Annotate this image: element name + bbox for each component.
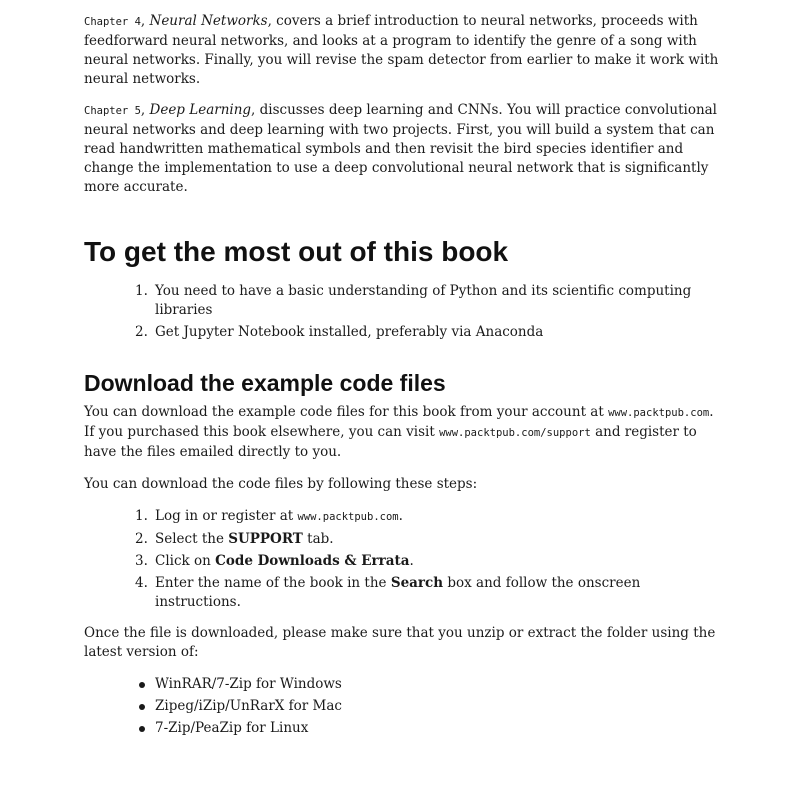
chapter-4-description: Chapter 4, Neural Networks, covers a brief introduction to neural networks, proceeds with feedforward neural networks, and looks at a program to identify the genre of a song with neural networks. Finally, you will revise the spam detector from earlier to make it work with neural networks. xyxy=(84,13,719,87)
steps-intro: You can download the code files by following these steps: xyxy=(84,476,478,492)
unzip-paragraph: Once the file is downloaded, please make sure that you unzip or extract the folder using the latest version of: xyxy=(84,625,716,660)
list-item: 1. You need to have a basic understanding of Python and its scientific computing libraries xyxy=(135,283,692,318)
list-item: 1. Log in or register at www.packtpub.com. xyxy=(135,508,403,524)
heading-download-code: Download the example code files xyxy=(84,370,446,396)
packtpub-support-link[interactable]: www.packtpub.com/support xyxy=(439,427,591,439)
chapter-4-code: Chapter 4 xyxy=(84,16,141,28)
heading-most-out-of-book: To get the most out of this book xyxy=(84,236,509,267)
bullet-icon xyxy=(139,726,145,732)
packtpub-link[interactable]: www.packtpub.com xyxy=(297,511,399,523)
requirements-list xyxy=(135,282,710,345)
list-item: 2. Get Jupyter Notebook installed, preferably via Anaconda xyxy=(135,324,544,340)
chapter-5-description: Chapter 5, Deep Learning, discusses deep learning and CNNs. You will practice convolutional neural networks and deep learning with two projects. First, you will build a system that can read handwritten mathematical symbols and then revisit the bird species identifier and change the implementation to use a deep convolutional neural network that is significantly more accurate. xyxy=(84,102,718,195)
list-item: 4. Enter the name of the book in the Search box and follow the onscreen instructions. xyxy=(135,575,641,610)
bullet-icon xyxy=(139,682,145,688)
download-paragraph: You can download the example code files for this book from your account at www.packtpub.com. If you purchased this book elsewhere, you can visit www.packtpub.com/support and register to have the files emailed directly to you. xyxy=(84,404,714,460)
archive-tools-list xyxy=(135,675,710,741)
list-item: 2. Select the SUPPORT tab. xyxy=(135,531,334,547)
bullet-icon xyxy=(139,704,145,710)
list-item: WinRAR/7-Zip for Windows xyxy=(135,675,710,694)
packtpub-link[interactable]: www.packtpub.com xyxy=(608,407,710,419)
list-item: Zipeg/iZip/UnRarX for Mac xyxy=(135,697,710,716)
chapter-4-title: Neural Networks xyxy=(149,13,268,29)
list-item: 7-Zip/PeaZip for Linux xyxy=(135,719,710,738)
download-steps-list xyxy=(135,507,710,615)
list-item: 3. Click on Code Downloads & Errata. xyxy=(135,553,414,569)
chapter-5-code: Chapter 5 xyxy=(84,105,141,117)
chapter-5-title: Deep Learning xyxy=(149,102,252,118)
